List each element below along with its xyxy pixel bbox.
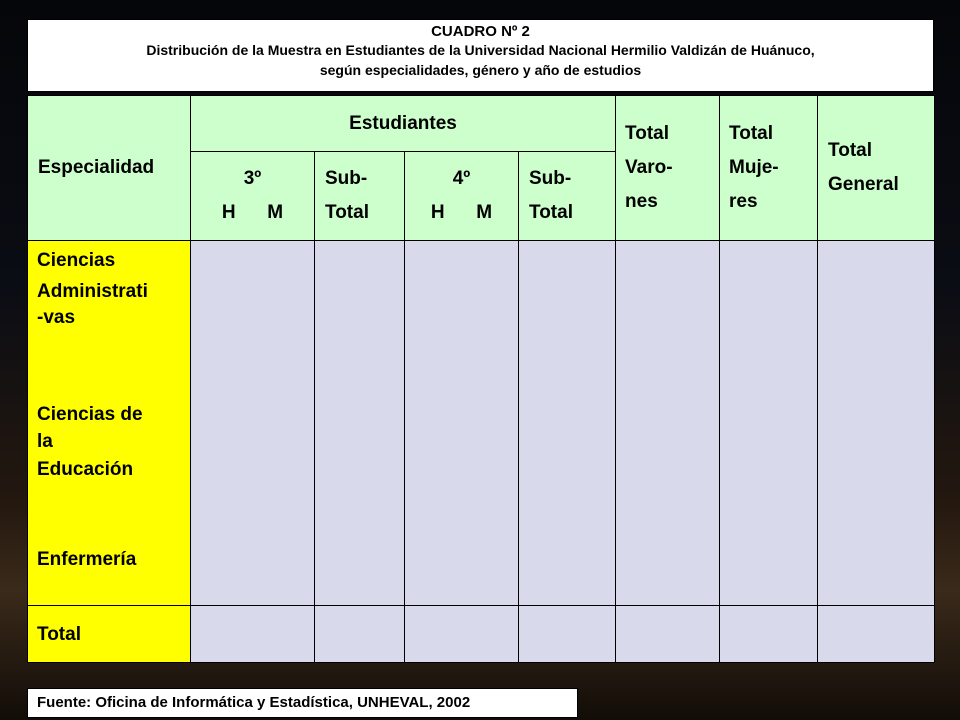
total-cell-4-hm (405, 606, 519, 663)
cell-3-hm (191, 241, 315, 606)
cell-total-varones (616, 241, 720, 606)
total-cell-3-hm (191, 606, 315, 663)
caption-line-2: según especialidades, género y año de estudios (319, 62, 642, 78)
cell-subtotal-3 (315, 241, 405, 606)
cell-subtotal-4 (519, 241, 616, 606)
header-subtotal-4: Sub- Total (519, 152, 616, 241)
source-note: Fuente: Oficina de Informática y Estadística, UNHEVAL, 2002 (27, 688, 578, 718)
cell-total-general (818, 241, 935, 606)
total-cell-general (818, 606, 935, 663)
header-total-varones: Total Varo- nes (616, 96, 720, 241)
total-cell-varones (616, 606, 720, 663)
caption-heading: CUADRO Nº 2 (431, 23, 530, 40)
total-cell-subtotal-4 (519, 606, 616, 663)
caption-line-1: Distribución de la Muestra en Estudiantes de la Universidad Nacional Hermilio Valdizán de Huánuco, (146, 42, 815, 58)
header-especialidad: Especialidad (28, 96, 191, 241)
total-cell-mujeres (720, 606, 818, 663)
header-subtotal-3: Sub- Total (315, 152, 405, 241)
header-estudiantes: Estudiantes (191, 96, 616, 152)
row-label-ciencias-administrativas: Ciencias (37, 250, 116, 271)
header-total-mujeres: Total Muje- res (720, 96, 818, 241)
header-total-general: Total General (818, 96, 935, 241)
row-label-total: Total (28, 606, 191, 663)
header-year-3: 3º H M (191, 152, 315, 241)
total-cell-subtotal-3 (315, 606, 405, 663)
table-caption (27, 19, 934, 92)
data-table (27, 95, 934, 662)
cell-total-mujeres (720, 241, 818, 606)
cell-4-hm (405, 241, 519, 606)
specialty-list: Ciencias Administrati -vas Ciencias de la Educación Enfermería (28, 241, 191, 606)
header-year-4: 4º H M (405, 152, 519, 241)
row-label-ciencias-educacion: Ciencias de (37, 404, 143, 425)
row-label-enfermeria: Enfermería (37, 549, 137, 570)
